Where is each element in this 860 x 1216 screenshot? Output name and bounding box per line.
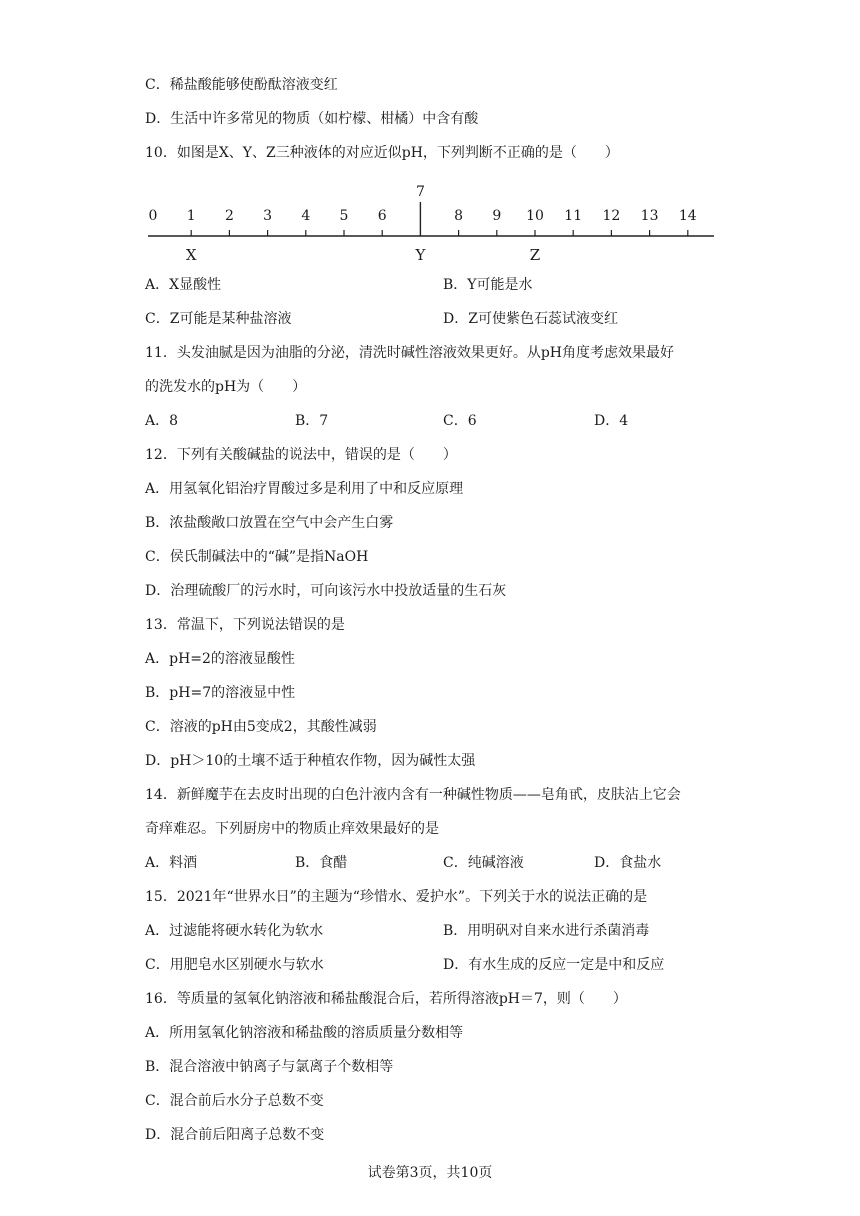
q13-option-a: A．pH=2的溶液显酸性 bbox=[145, 651, 295, 667]
q10-option-d: D．Z可使紫色石蕊试液变红 bbox=[443, 311, 618, 327]
q16-option-d: D．混合前后阳离子总数不变 bbox=[145, 1127, 325, 1143]
ph-tick-label: 1 bbox=[186, 208, 196, 224]
q12-option-d: D．治理硫酸厂的污水时，可向该污水中投放适量的生石灰 bbox=[145, 583, 507, 599]
q13-option-b: B．pH=7的溶液显中性 bbox=[145, 685, 296, 701]
ph-tick-label: 7 bbox=[415, 184, 425, 200]
question-14-line1: 14．新鲜魔芋在去皮时出现的白色汁液内含有一种碱性物质——皂角甙，皮肤沾上它会 bbox=[145, 787, 681, 803]
ph-tick-label: 10 bbox=[526, 208, 544, 224]
q10-option-c: C．Z可能是某种盐溶液 bbox=[145, 311, 292, 327]
ph-tick-label: 8 bbox=[454, 208, 464, 224]
q14-option-b: B．食醋 bbox=[295, 855, 348, 871]
ph-tick-label: 6 bbox=[377, 208, 387, 224]
q14-option-c: C．纯碱溶液 bbox=[443, 855, 524, 871]
question-11-line2: 的洗发水的pH为（ ） bbox=[145, 379, 307, 395]
ph-liquid-label: Y bbox=[415, 246, 426, 264]
q15-option-d: D．有水生成的反应一定是中和反应 bbox=[443, 957, 665, 973]
q15-option-a: A．过滤能将硬水转化为软水 bbox=[145, 923, 324, 939]
question-14-line2: 奇痒难忍。下列厨房中的物质止痒效果最好的是 bbox=[145, 821, 439, 837]
question-10: 10．如图是X、Y、Z三种液体的对应近似pH，下列判断不正确的是（ ） bbox=[145, 145, 619, 161]
ph-tick-label: 4 bbox=[301, 208, 311, 224]
question-11-line1: 11．头发油腻是因为油脂的分泌，清洗时碱性溶液效果更好。从pH角度考虑效果最好 bbox=[145, 345, 674, 361]
ph-tick-label: 0 bbox=[148, 208, 158, 224]
ph-tick-label: 12 bbox=[602, 208, 621, 224]
q12-option-c: C．侯氏制碱法中的“碱”是指NaOH bbox=[145, 549, 369, 565]
q11-option-a: A．8 bbox=[145, 413, 179, 429]
q16-option-c: C．混合前后水分子总数不变 bbox=[145, 1093, 324, 1109]
q14-option-d: D．食盐水 bbox=[594, 855, 662, 871]
question-13: 13．常温下，下列说法错误的是 bbox=[145, 617, 345, 633]
q15-option-c: C．用肥皂水区别硬水与软水 bbox=[145, 957, 324, 973]
q10-option-b: B．Y可能是水 bbox=[443, 277, 533, 293]
question-16: 16．等质量的氢氧化钠溶液和稀盐酸混合后，若所得溶液pH＝7，则（ ） bbox=[145, 991, 627, 1007]
ph-tick-label: 9 bbox=[492, 208, 502, 224]
q15-option-b: B．用明矾对自来水进行杀菌消毒 bbox=[443, 923, 650, 939]
ph-tick-label: 11 bbox=[564, 208, 583, 224]
q11-option-d: D．4 bbox=[594, 413, 629, 429]
ph-tick-label: 14 bbox=[678, 208, 697, 224]
q12-option-a: A．用氢氧化铝治疗胃酸过多是利用了中和反应原理 bbox=[145, 481, 464, 497]
ph-liquid-label: X bbox=[185, 246, 197, 264]
ph-tick-label: 5 bbox=[339, 208, 349, 224]
ph-liquid-label: Z bbox=[529, 246, 541, 264]
q13-option-d: D．pH＞10的土壤不适于种植农作物，因为碱性太强 bbox=[145, 753, 476, 769]
question-12: 12．下列有关酸碱盐的说法中，错误的是（ ） bbox=[145, 447, 457, 463]
q12-option-b: B．浓盐酸敞口放置在空气中会产生白雾 bbox=[145, 515, 394, 531]
option-d-prev: D．生活中许多常见的物质（如柠檬、柑橘）中含有酸 bbox=[145, 111, 479, 127]
q14-option-a: A．料酒 bbox=[145, 855, 198, 871]
question-15: 15．2021年“世界水日”的主题为“珍惜水、爱护水”。下列关于水的说法正确的是 bbox=[145, 889, 648, 905]
q10-option-a: A．X显酸性 bbox=[145, 277, 222, 293]
ph-tick-label: 2 bbox=[224, 208, 234, 224]
option-c-prev: C．稀盐酸能够使酚酞溶液变红 bbox=[145, 77, 338, 93]
ph-tick-label: 13 bbox=[640, 208, 659, 224]
ph-tick-label: 3 bbox=[263, 208, 273, 224]
ph-scale-diagram bbox=[0, 178, 860, 268]
q11-option-c: C．6 bbox=[443, 413, 477, 429]
q16-option-b: B．混合溶液中钠离子与氯离子个数相等 bbox=[145, 1059, 394, 1075]
q13-option-c: C．溶液的pH由5变成2，其酸性减弱 bbox=[145, 719, 377, 735]
q16-option-a: A．所用氢氧化钠溶液和稀盐酸的溶质质量分数相等 bbox=[145, 1025, 464, 1041]
page-footer: 试卷第3页，共10页 bbox=[367, 1165, 493, 1181]
q11-option-b: B．7 bbox=[295, 413, 329, 429]
